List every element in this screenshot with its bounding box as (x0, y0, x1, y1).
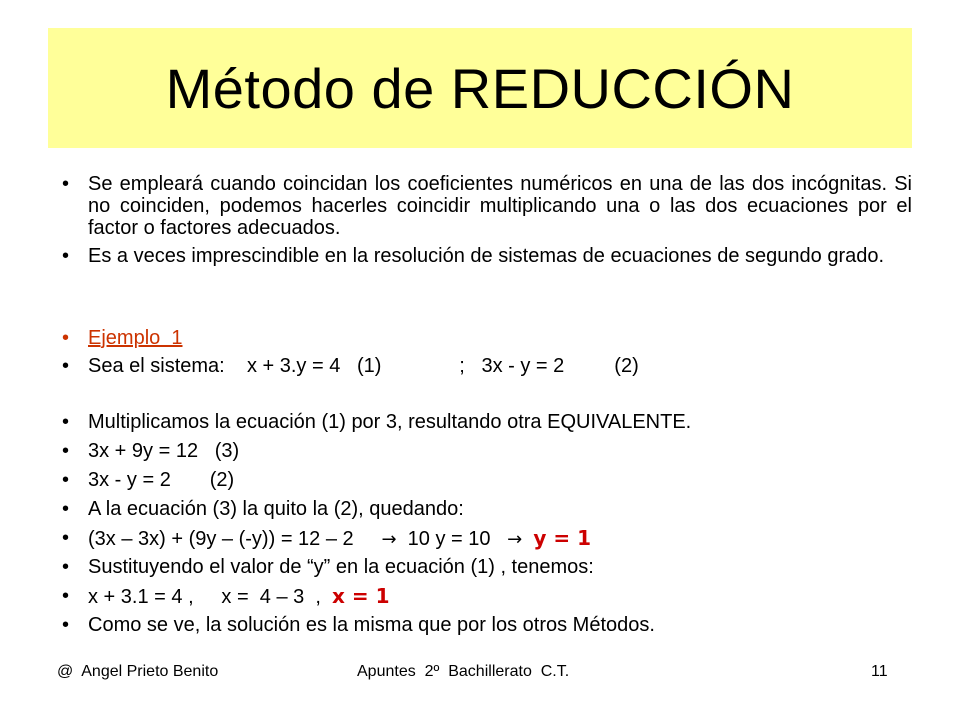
bullet-marker: • (62, 411, 70, 433)
step-expression: (3x – 3x) + (9y – (-y)) = 12 – 2 (88, 528, 382, 550)
footer-course: Apuntes 2º Bachillerato C.T. (357, 663, 570, 680)
bullet-usage (62, 245, 912, 267)
bullet-description (62, 173, 912, 239)
x-step-expression: x + 3.1 = 4 , x = 4 – 3 , (88, 586, 333, 608)
bullet-marker: • (62, 327, 70, 349)
step-equation: 10 y = 10 (396, 528, 508, 550)
bullet-marker: • (62, 245, 70, 267)
footer-author: @ Angel Prieto Benito (57, 663, 219, 680)
bullet-marker: • (62, 173, 70, 195)
x-result: x = 1 (332, 584, 390, 608)
bullet-text: Sustituyendo el valor de “y” en la ecuación (1) , tenemos: (88, 556, 594, 578)
example-link[interactable]: Ejemplo 1 (88, 327, 183, 349)
bullet-text: Como se ve, la solución es la misma que por los otros Métodos. (88, 614, 655, 636)
slide-title: Método de REDUCCIÓN (165, 56, 795, 120)
equation-2: 3x - y = 2 (2) (88, 469, 235, 491)
bullet-marker: • (62, 585, 70, 607)
x-step-line (88, 585, 390, 608)
bullet-text: Multiplicamos la ecuación (1) por 3, resultando otra EQUIVALENTE. (88, 411, 692, 433)
equation-3: 3x + 9y = 12 (3) (88, 440, 240, 462)
arrow-right-icon: → (507, 529, 523, 550)
bullet-marker: • (62, 614, 70, 636)
bullet-conclusion (62, 614, 912, 702)
step-line (88, 527, 591, 551)
bullet-marker: • (62, 527, 70, 549)
bullet-marker: • (62, 556, 70, 578)
y-result: y = 1 (533, 526, 592, 550)
footer-page-number: 11 (871, 663, 888, 680)
bullet-marker: • (62, 498, 70, 520)
bullet-marker: • (62, 440, 70, 462)
system-equations: Sea el sistema: x + 3.y = 4 (1) ; 3x - y = 2 (2) (88, 355, 639, 377)
bullet-marker: • (62, 469, 70, 491)
bullet-text: Se empleará cuando coincidan los coeficientes numéricos en una de las dos incógnitas. Si no coinciden, podemos hacerles coincidir multiplicando una o las dos ecuaciones por el factor o factores adecuados. (88, 173, 912, 239)
bullet-marker: • (62, 355, 70, 377)
bullet-text: Es a veces imprescindible en la resolución de sistemas de ecuaciones de segundo grado. (88, 245, 885, 267)
bullet-text: A la ecuación (3) la quito la (2), quedando: (88, 498, 464, 520)
arrow-right-icon: → (381, 529, 397, 550)
